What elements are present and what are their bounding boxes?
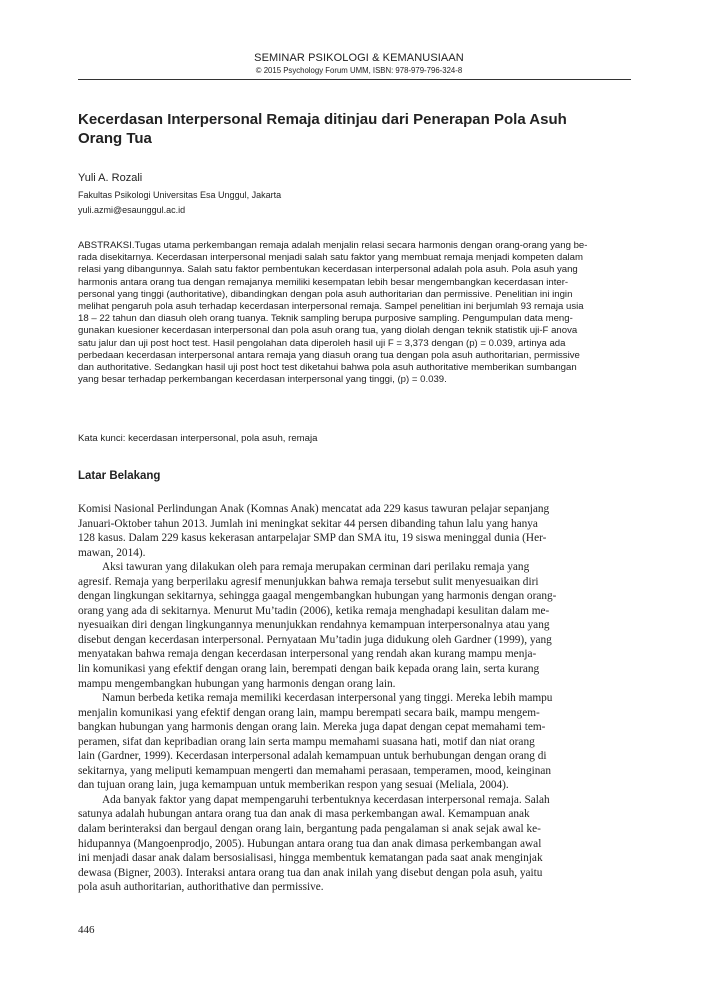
- author-affiliation: Fakultas Psikologi Universitas Esa Unggul, Jakarta: [78, 190, 282, 200]
- abstract-line: gunakan kuesioner kecerdasan interpersonal dan pola asuh orang tua, yang diolah dengan teknik statistik uji-F anova: [78, 325, 578, 337]
- header-divider: [78, 79, 631, 80]
- body-line: peramen, sifat dan kepribadian orang lain serta mampu memahami suasana hati, motif dan niat orang: [78, 735, 535, 748]
- section-heading: Latar Belakang: [78, 470, 161, 482]
- abstract-line: perbedaan kecerdasan interpersonal antara remaja yang diasuh orang tua dengan pola asuh authoritarian, permissive: [78, 349, 580, 361]
- body-text: [78, 502, 631, 895]
- abstract: [78, 240, 631, 386]
- body-line: menyatakan bahwa remaja dengan kecerdasan interpersonal yang rendah akan kurang mampu menja-: [78, 648, 537, 661]
- body-line: pola asuh authoritarian, authorithative dan permissive.: [78, 881, 324, 894]
- body-line: ini menjadi dasar anak dalam bersosialisasi, hingga membentuk kematangan pada saat anak menginjak: [78, 852, 543, 865]
- abstract-line: melihat pengaruh pola asuh terhadap kecerdasan interpersonal remaja. Sampel penelitian ini berjumlah 93 remaja usia: [78, 301, 584, 313]
- journal-header: SEMINAR PSIKOLOGI & KEMANUSIAAN: [254, 52, 464, 64]
- author-email: yuli.azmi@esaunggul.ac.id: [78, 205, 186, 215]
- keywords: Kata kunci: kecerdasan interpersonal, pola asuh, remaja: [78, 433, 318, 444]
- paper-title: [78, 110, 638, 148]
- author-name: Yuli A. Rozali: [78, 172, 143, 184]
- body-line: lin komunikasi yang efektif dengan orang lain, berempati dengan baik kepada orang lain, serta kurang: [78, 663, 540, 676]
- body-line: Komisi Nasional Perlindungan Anak (Komnas Anak) mencatat ada 229 kasus tawuran pelajar sepanjang: [78, 503, 550, 515]
- body-line: dan tujuan orang lain, juga kemampuan untuk memberikan respon yang sesuai (Meliala, 2004).: [78, 779, 509, 792]
- abstract-line: yang besar terhadap perkembangan kecerdasan interpersonal yang tinggi, (p) = 0.039.: [78, 374, 447, 386]
- body-line: menjalin komunikasi yang efektif dengan orang lain, mampu berempati secara baik, mampu mengem-: [78, 706, 540, 719]
- paper-title-line: Kecerdasan Interpersonal Remaja ditinjau dari Penerapan Pola Asuh: [78, 111, 567, 128]
- body-line: Namun berbeda ketika remaja memiliki kecerdasan interpersonal yang tinggi. Mereka lebih mampu: [102, 692, 553, 705]
- body-line: mawan, 2014).: [78, 546, 146, 559]
- abstract-line: satu jalur dan uji post hoct test. Hasil pengolahan data diperoleh hasil uji F = 3,373 dengan (p) = 0.039, artinya ada: [78, 337, 566, 349]
- abstract-line: rada disekitarnya. Kecerdasan interpersonal menjadi salah satu faktor yang membuat remaja menjadi kompeten dalam: [78, 252, 584, 264]
- body-line: 128 kasus. Dalam 229 kasus kekerasan antarpelajar SMP dan SMA itu, 19 siswa meninggal dunia (Her-: [78, 532, 547, 545]
- page-number: 446: [78, 924, 95, 936]
- body-line: dalam berinteraksi dan bergaul dengan orang lain, bergantung pada pengalaman si anak sejak awal ke-: [78, 823, 541, 836]
- body-line: sekitarnya, yang meliputi kemampuan mengerti dan memahami perasaan, temperamen, mood, keinginan: [78, 764, 552, 777]
- abstract-line: harmonis antara orang tua dengan remajanya memiliki kesempatan lebih besar mengembangkan kecerdasan inter-: [78, 276, 569, 288]
- body-line: dengan lingkungan sekitarnya, sehingga gaagal mengembangkan hubungan yang harmonis dengan orang-: [78, 590, 557, 603]
- abstract-line: 18 – 22 tahun dan diasuh oleh orang tuanya. Teknik sampling berupa purposive sampling. Pengumpulan data meng-: [78, 313, 573, 325]
- body-line: nyesuaikan diri dengan lingkungannya menunjukkan rendahnya kemampuan interpersonalnya atau yang: [78, 619, 550, 632]
- body-line: lain (Gardner, 1999). Kecerdasan interpersonal adalah kemampuan untuk berhubungan dengan orang di: [78, 750, 547, 763]
- body-line: bangkan hubungan yang harmonis dengan orang lain. Mereka juga dapat dengan cepat memahami tem-: [78, 721, 546, 734]
- abstract-line: personal yang tinggi (authoritative), dibandingkan dengan pola asuh authoritarian dan permissive. Penelitian ini ingin: [78, 288, 573, 300]
- body-line: orang yang ada di sekitarnya. Menurut Mu’tadin (2006), ketika remaja menghadapi kesulitan dalam me-: [78, 604, 550, 617]
- body-line: dewasa (Bigner, 2003). Interaksi antara orang tua dan anak inilah yang disebut dengan pola asuh, yaitu: [78, 866, 543, 879]
- body-line: Aksi tawuran yang dilakukan oleh para remaja merupakan cerminan dari perilaku remaja yang: [102, 561, 530, 574]
- abstract-line: dan authoritative. Sedangkan hasil uji post hoct test diketahui bahwa pola asuh authoritative memberikan sumbangan: [78, 362, 577, 374]
- copyright-line: © 2015 Psychology Forum UMM, ISBN: 978-979-796-324-8: [255, 66, 463, 75]
- body-line: Ada banyak faktor yang dapat mempengaruhi terbentuknya kecerdasan interpersonal remaja. Salah: [102, 793, 550, 806]
- body-line: agresif. Remaja yang berperilaku agresif menunjukkan bahwa remaja tersebut sulit menyesuaikan diri: [78, 575, 539, 588]
- abstract-line: relasi yang dibangunnya. Salah satu faktor pembentukan kecerdasan interpersonal adalah pola asuh. Pola asuh yang: [78, 264, 578, 276]
- body-line: mampu mengembangkan hubungan yang harmonis dengan orang lain.: [78, 677, 396, 690]
- body-line: satunya adalah hubungan antara orang tua dan anak di masa perkembangan awal. Kemampuan anak: [78, 808, 530, 821]
- body-line: disebut dengan kecerdasan interpersonal. Pernyataan Mu’tadin juga didukung oleh Gardner (1999), yang: [78, 633, 552, 646]
- body-line: hidupannya (Mangoenprodjo, 2005). Hubungan antara orang tua dan anak dimasa perkembangan awal: [78, 837, 542, 850]
- body-line: Januari-Oktober tahun 2013. Jumlah ini meningkat sekitar 44 persen dibanding tahun lalu yang hanya: [78, 517, 538, 530]
- abstract-line: ABSTRAKSI.Tugas utama perkembangan remaja adalah menjalin relasi secara harmonis dengan orang-orang yang be-: [78, 240, 588, 251]
- paper-title-line: Orang Tua: [78, 130, 152, 147]
